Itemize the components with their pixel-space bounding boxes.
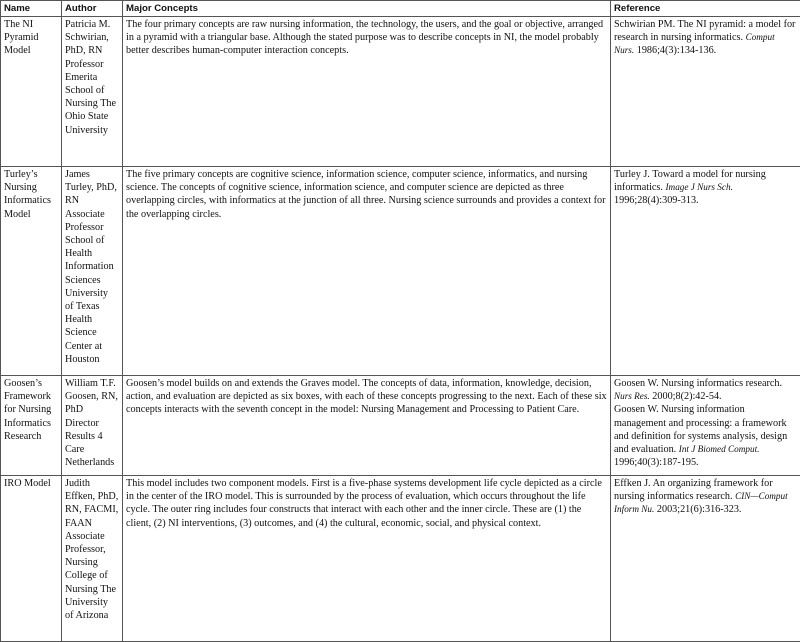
author-cell: Patricia M. Schwirian, PhD, RN Professor Emerita School of Nursing The Ohio State University bbox=[62, 17, 123, 167]
major-concepts-cell: The five primary concepts are cognitive science, information science, computer science, informatics, and nursing science. The concepts of cognitive science, information science, and computer science are depicted as three overlapping circles, with informatics at the junction of all three. Nursing science surrounds and provides a context for the overlapping circles. bbox=[123, 167, 611, 376]
reference-cell bbox=[611, 167, 800, 376]
reference-citation: 1986;4(3):134-136. bbox=[634, 45, 716, 56]
reference-entry bbox=[614, 168, 797, 208]
reference-text: Schwirian PM. The NI pyramid: a model for research in nursing informatics. bbox=[614, 19, 795, 43]
header-author: Author bbox=[62, 1, 123, 17]
reference-citation: 1996;40(3):187-195. bbox=[614, 457, 699, 468]
reference-text: Goosen W. Nursing informatics research. bbox=[614, 378, 782, 389]
header-row bbox=[1, 1, 800, 17]
reference-text: Goosen W. Nursing information management and processing: a framework and definition for systems analysis, design and evaluation. bbox=[614, 404, 787, 455]
major-concepts-cell: Goosen’s model builds on and extends the Graves model. The concepts of data, information, knowledge, decision, action, and evaluation are depicted as six boxes, with each of these concepts progressing to the next. Each of these six concepts interacts with the seventh concept in the model: Nursing Management and Processing to Patient Care. bbox=[123, 376, 611, 476]
reference-entry bbox=[614, 377, 797, 403]
reference-citation: 2000;8(2):42-54. bbox=[650, 391, 722, 402]
model-name-cell: Turley’s Nursing Informatics Model bbox=[1, 167, 62, 376]
header-major-concepts: Major Concepts bbox=[123, 1, 611, 17]
reference-entry bbox=[614, 477, 797, 517]
header-reference: Reference bbox=[611, 1, 800, 17]
header-name: Name bbox=[1, 1, 62, 17]
journal-title: Nurs Res. bbox=[614, 391, 650, 401]
journal-title: Comput Nurs. bbox=[614, 32, 775, 55]
reference-citation: 2003;21(6):316-323. bbox=[654, 504, 741, 515]
model-name-cell: Goosen’s Framework for Nursing Informatics Research bbox=[1, 376, 62, 476]
model-name-cell: The NI Pyramid Model bbox=[1, 17, 62, 167]
reference-cell bbox=[611, 17, 800, 167]
reference-entry bbox=[614, 18, 797, 58]
author-cell: Judith Effken, PhD, RN, FACMI, FAAN Associate Professor, Nursing College of Nursing The University of Arizona bbox=[62, 476, 123, 642]
table-row bbox=[1, 376, 800, 476]
journal-title: CIN—Comput Inform Nu. bbox=[614, 491, 788, 514]
journal-title: Int J Biomed Comput. bbox=[679, 444, 760, 454]
model-name-cell: IRO Model bbox=[1, 476, 62, 642]
table-row bbox=[1, 476, 800, 642]
major-concepts-cell: The four primary concepts are raw nursing information, the technology, the users, and the goal or objective, arranged in a pyramid with a triangular base. Although the stated purpose was to describe concepts in NI, the model probably better describes human-computer interaction concepts. bbox=[123, 17, 611, 167]
reference-text: Turley J. Toward a model for nursing informatics. bbox=[614, 169, 766, 193]
reference-citation: 1996;28(4):309-313. bbox=[614, 195, 699, 206]
reference-cell bbox=[611, 376, 800, 476]
author-cell: James Turley, PhD, RN Associate Professor School of Health Information Sciences University of Texas Health Science Center at Houston bbox=[62, 167, 123, 376]
author-cell: William T.F. Goosen, RN, PhD Director Results 4 Care Netherlands bbox=[62, 376, 123, 476]
major-concepts-cell: This model includes two component models. First is a five-phase systems development life cycle depicted as a circle in the center of the IRO model. This is surrounded by the process of evaluation, which occurs throughout the life cycle. The outer ring includes four constructs that interact with each other and the inner circle. These are (1) the client, (2) NI interventions, (3) outcomes, and (4) the cultural, economic, social, and physical context. bbox=[123, 476, 611, 642]
table-row bbox=[1, 167, 800, 376]
reference-cell bbox=[611, 476, 800, 642]
table-row bbox=[1, 17, 800, 167]
journal-title: Image J Nurs Sch. bbox=[666, 182, 733, 192]
reference-entry bbox=[614, 403, 797, 469]
reference-text: Effken J. An organizing framework for nursing informatics research. bbox=[614, 478, 773, 502]
